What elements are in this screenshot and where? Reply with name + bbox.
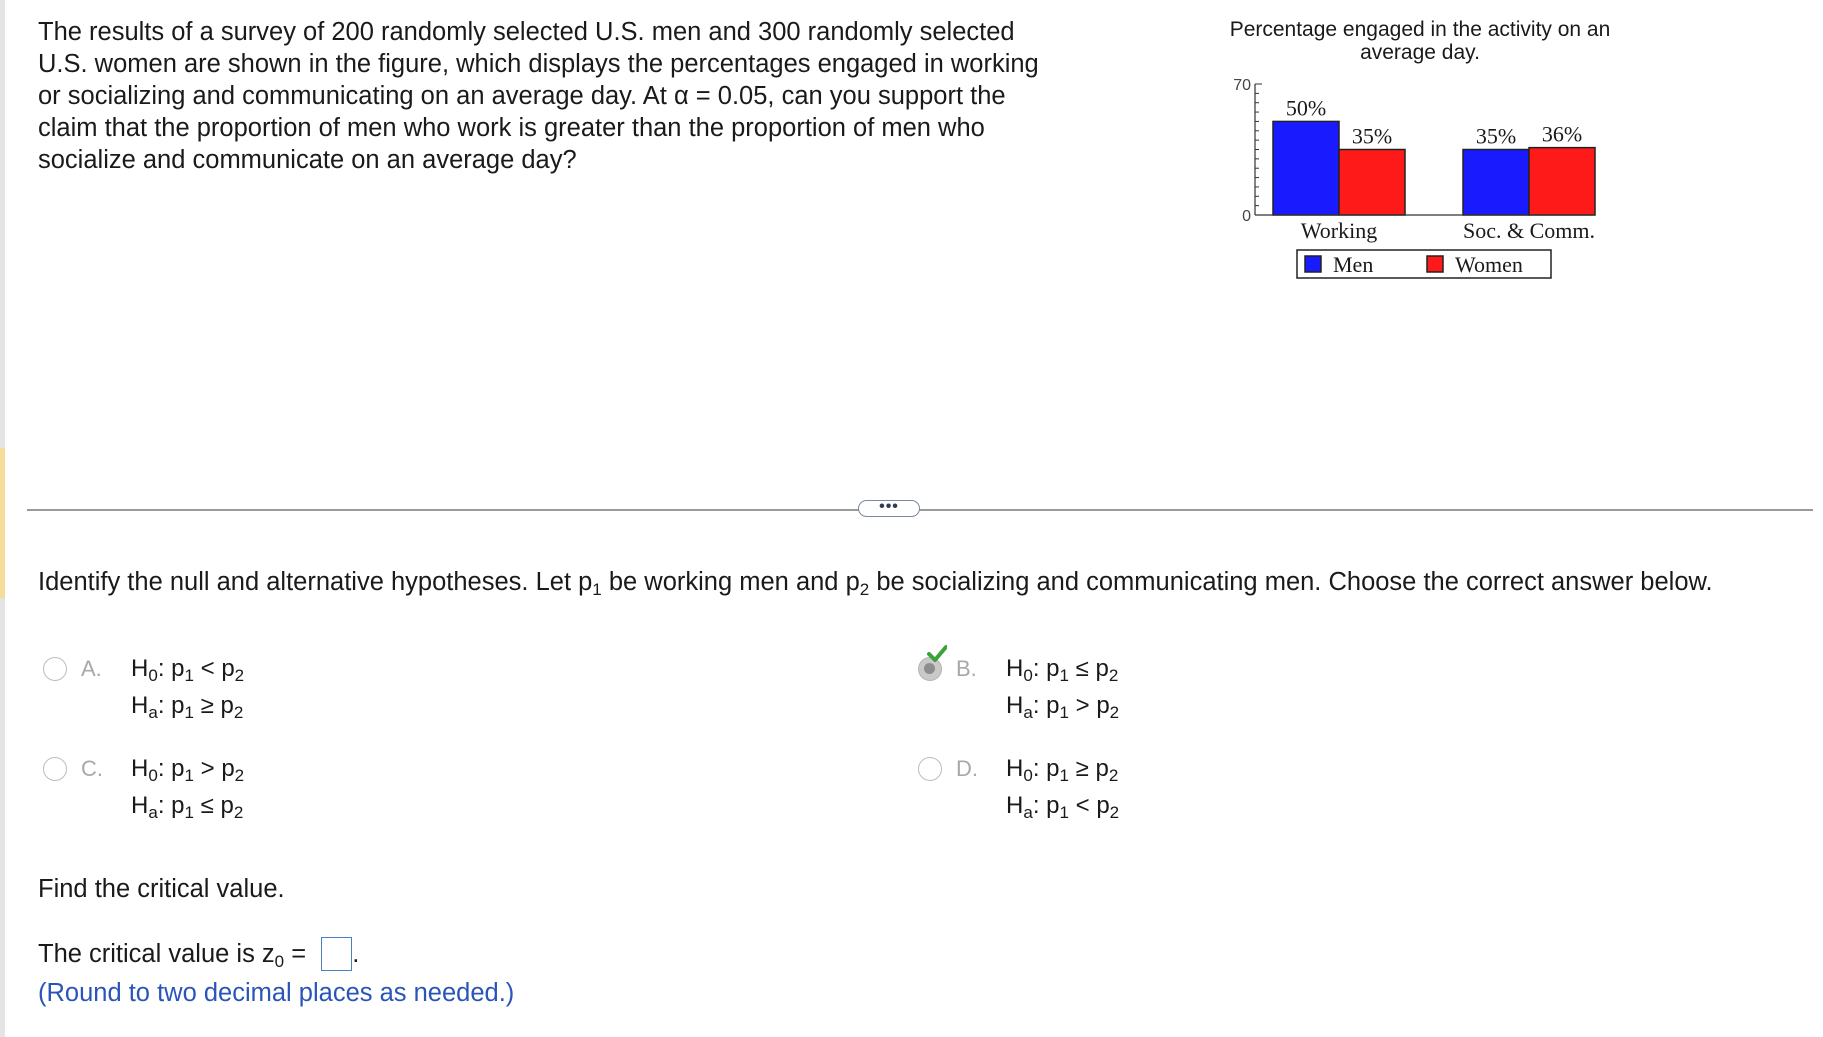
x-category-label-2: Soc. & Comm. [1462, 218, 1596, 243]
section-divider [27, 509, 1813, 511]
data-label-men-1: 50% [1285, 95, 1327, 121]
data-label-men-2: 35% [1475, 123, 1517, 149]
option-letter: B. [956, 656, 977, 681]
null-hypothesis: $H_0$: $p_1 > p_2$ [131, 755, 245, 785]
null-hypothesis: $H_0$: $p_1 \ge p_2$ [1006, 755, 1119, 785]
bar-men-2 [1463, 150, 1529, 216]
bar-chart [1205, 14, 1665, 284]
alternative-hypothesis: $H_a$: $p_1 \ge p_2$ [131, 692, 244, 722]
find-critical-prompt: Find the critical value. [38, 875, 285, 903]
question-text-3: be socializing and communicating men. Choose the correct answer below. [869, 568, 1713, 596]
legend-label-women: Women [1455, 252, 1523, 277]
option-letter: A. [81, 656, 102, 681]
radio-button[interactable] [43, 757, 67, 781]
alternative-hypothesis: $H_a$: $p_1 > p_2$ [1006, 692, 1120, 722]
option-letter: C. [81, 756, 103, 781]
chart-title: Percentage engaged in the activity on an average day. [1229, 18, 1611, 64]
critical-equals: = [284, 940, 314, 968]
critical-value-input[interactable] [321, 937, 352, 971]
bar-women-1 [1339, 150, 1405, 216]
legend-swatch-women [1427, 256, 1443, 272]
show-more-button[interactable]: ••• [858, 500, 920, 517]
chart-canvas [1205, 14, 1665, 284]
critical-period: . [352, 940, 360, 968]
bar-men-1 [1273, 121, 1339, 215]
data-label-women-1: 35% [1351, 123, 1393, 149]
correct-check-icon [927, 644, 947, 664]
question-text-2: be working men and p [601, 568, 860, 596]
legend-swatch-men [1305, 256, 1321, 272]
rounding-hint: (Round to two decimal places as needed.) [38, 979, 515, 1007]
question-sub-1: 1 [592, 580, 602, 599]
option-letter: D. [956, 756, 978, 781]
problem-statement: The results of a survey of 200 randomly selected U.S. men and 300 randomly selected U.S. women are shown in the figure, which displays the percentages engaged in working or socializing and communicating on an average day. At α = 0.05, can you support the claim that the proportion of men who work is greater than the proportion of men who socialize and communicate on an average day? [38, 18, 1039, 174]
radio-button[interactable] [43, 657, 67, 681]
y-tick-label-max: 70 [1233, 77, 1251, 94]
critical-label: The critical value is z [38, 940, 275, 968]
data-label-women-2: 36% [1541, 121, 1583, 147]
alternative-hypothesis: $H_a$: $p_1 \le p_2$ [131, 792, 244, 822]
critical-value-line [38, 937, 359, 971]
null-hypothesis: $H_0$: $p_1 \le p_2$ [1006, 655, 1119, 685]
x-category-label-1: Working [1300, 218, 1378, 243]
critical-sub: 0 [274, 952, 285, 971]
alternative-hypothesis: $H_a$: $p_1 < p_2$ [1006, 792, 1120, 822]
question-prompt [38, 566, 1713, 598]
legend-label-men: Men [1333, 252, 1374, 277]
y-tick-label-min: 0 [1242, 208, 1251, 225]
bar-women-2 [1529, 148, 1595, 215]
radio-button[interactable] [918, 757, 942, 781]
question-sub-2: 2 [859, 580, 870, 599]
null-hypothesis: $H_0$: $p_1 < p_2$ [131, 655, 245, 685]
question-text-1: Identify the null and alternative hypotheses. Let p [38, 568, 593, 596]
left-edge-marker [0, 448, 5, 598]
